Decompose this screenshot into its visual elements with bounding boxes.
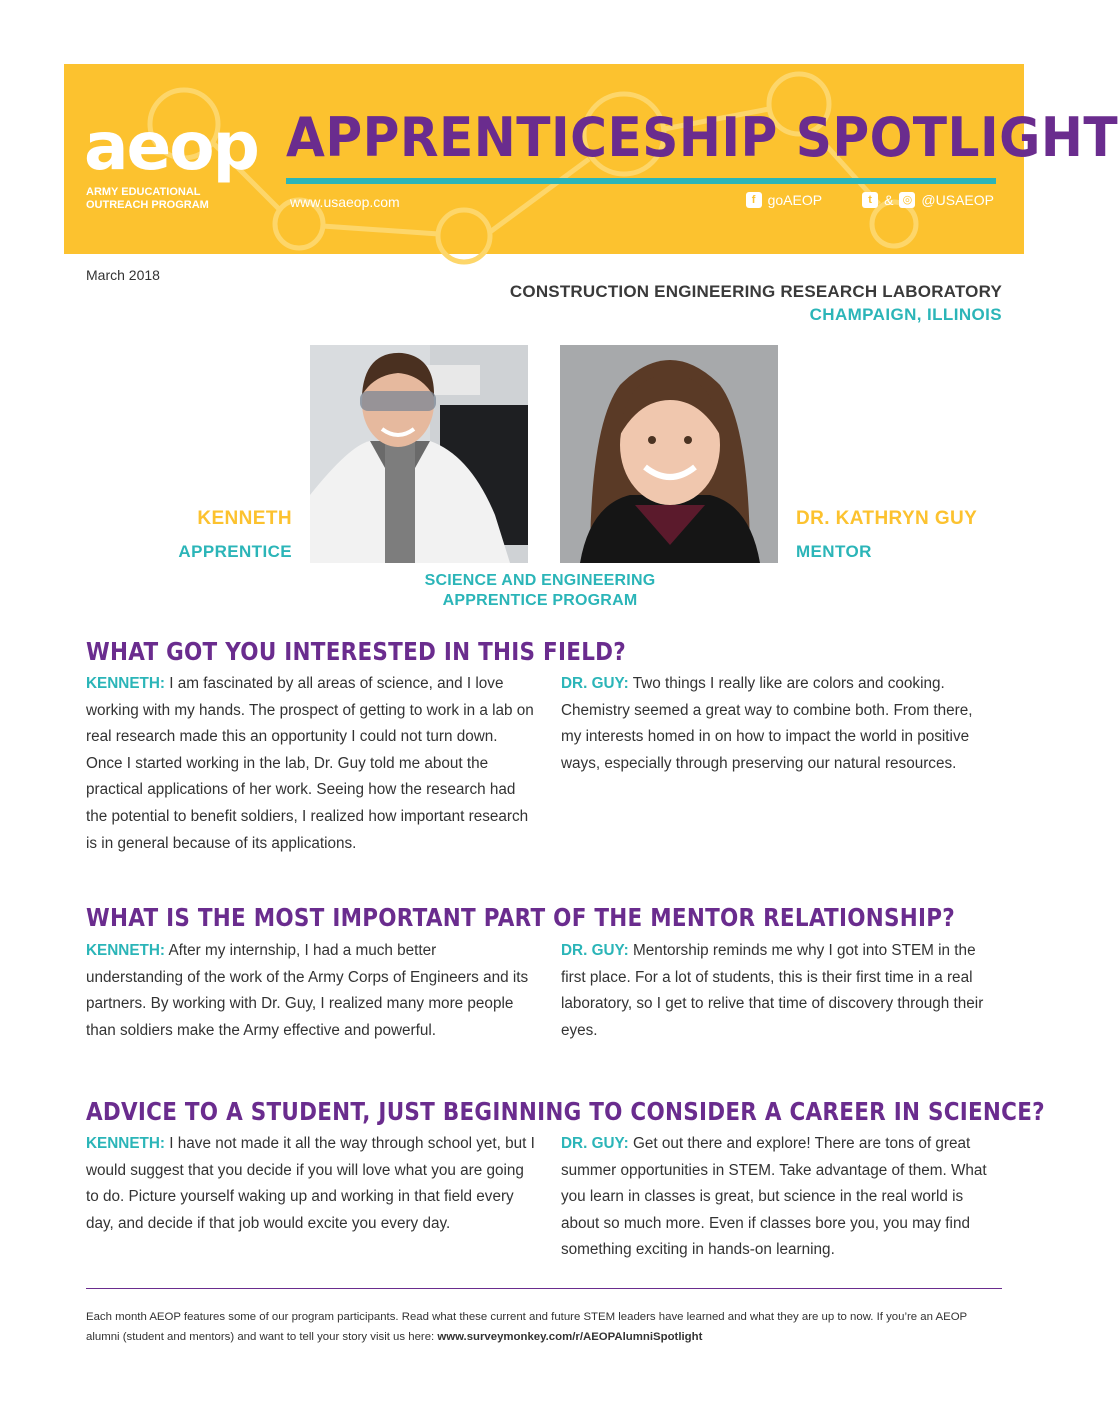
apprentice-answer [86, 671, 536, 857]
program-name: SCIENCE AND ENGINEERING APPRENTICE PROGRAM [424, 572, 656, 609]
logo-subtitle: ARMY EDUCATIONAL OUTREACH PROGRAM [86, 186, 209, 211]
website-link[interactable]: www.usaeop.com [290, 194, 400, 210]
answer-text: Mentorship reminds me why I got into STEM in the first place. For a lot of students, this is their first time in a real laboratory, so I get to relive that time of discovery through their eyes. [561, 942, 984, 1039]
apprentice-answer [86, 1131, 536, 1237]
question-heading: WHAT IS THE MOST IMPORTANT PART OF THE MENTOR RELATIONSHIP? [86, 903, 956, 932]
aeop-logo: aeop [84, 108, 258, 185]
apprentice-name: KENNETH [197, 508, 292, 529]
laboratory-name: CONSTRUCTION ENGINEERING RESEARCH LABORATORY [509, 282, 1002, 301]
survey-link[interactable]: www.surveymonkey.com/r/AEOPAlumniSpotlight [437, 1331, 703, 1343]
answer-speaker: DR. GUY: [561, 942, 629, 959]
issue-date: March 2018 [86, 267, 160, 283]
social-amp: & [884, 192, 894, 208]
footer-note [86, 1307, 1002, 1347]
footer-text: Each month AEOP features some of our program participants. Read what these current and future STEM leaders have learned and what they are up to now. If you’re an AEOP alumni (student and mentors) and want to tell your story visit us here: [86, 1311, 967, 1343]
question-heading: WHAT GOT YOU INTERESTED IN THIS FIELD? [86, 637, 626, 666]
answer-speaker: KENNETH: [86, 942, 166, 959]
social-links [746, 192, 994, 208]
mentor-photo [560, 345, 778, 563]
answer-speaker: KENNETH: [86, 1135, 166, 1152]
answer-text: After my internship, I had a much better understanding of the work of the Army Corps of Engineers and its partners. By working with Dr. Guy, I realized many more people than soldiers make the Army effective and powerful. [86, 942, 529, 1039]
answer-text: I have not made it all the way through school yet, but I would suggest that you decide if you will love what you are going to do. Picture yourself waking up and working in that field every day, and decide if that job would excite you every day. [86, 1135, 535, 1232]
facebook-icon: f [746, 192, 762, 208]
mentor-name: DR. KATHRYN GUY [796, 508, 978, 529]
twitter-icon: t [862, 192, 878, 208]
answer-speaker: DR. GUY: [561, 1135, 629, 1152]
footer-divider [86, 1288, 1002, 1289]
answer-text: Two things I really like are colors and cooking. Chemistry seemed a great way to combine both. From there, my interests homed in on how to impact the world in positive ways, especially through preserving our natural resources. [561, 675, 973, 772]
title-underline [286, 178, 996, 184]
facebook-handle[interactable]: goAEOP [767, 192, 823, 208]
mentor-answer [561, 1131, 991, 1264]
answer-speaker: KENNETH: [86, 675, 166, 692]
apprentice-role: APPRENTICE [178, 542, 292, 561]
answer-text: Get out there and explore! There are tons of great summer opportunities in STEM. Take advantage of them. What you learn in classes is great, but science in the real world is about so much more. Even if classes bore you, you may find something exciting in hands-on learning. [561, 1135, 987, 1259]
mentor-role: MENTOR [796, 542, 872, 561]
answer-speaker: DR. GUY: [561, 675, 629, 692]
header-banner [64, 64, 1118, 254]
laboratory-location: CHAMPAIGN, ILLINOIS [809, 305, 1002, 324]
apprentice-photo [310, 345, 528, 563]
question-heading: ADVICE TO A STUDENT, JUST BEGINNING TO CONSIDER A CAREER IN SCIENCE? [86, 1097, 1045, 1126]
twitter-instagram-handle[interactable]: @USAEOP [921, 192, 994, 208]
mentor-answer [561, 671, 991, 777]
page-title: APPRENTICESHIP SPOTLIGHT [286, 106, 1118, 169]
apprentice-answer [86, 938, 536, 1044]
answer-text: I am fascinated by all areas of science, and I love working with my hands. The prospect of getting to work in a lab on real research made this an opportunity I could not turn down. Once I started working in the lab, Dr. Guy told me about the practical applications of her work. Seeing how the research had the potential to benefit soldiers, I realized how important research is in general because of its applications. [86, 675, 534, 852]
mentor-answer [561, 938, 991, 1044]
instagram-icon: ◎ [899, 192, 915, 208]
